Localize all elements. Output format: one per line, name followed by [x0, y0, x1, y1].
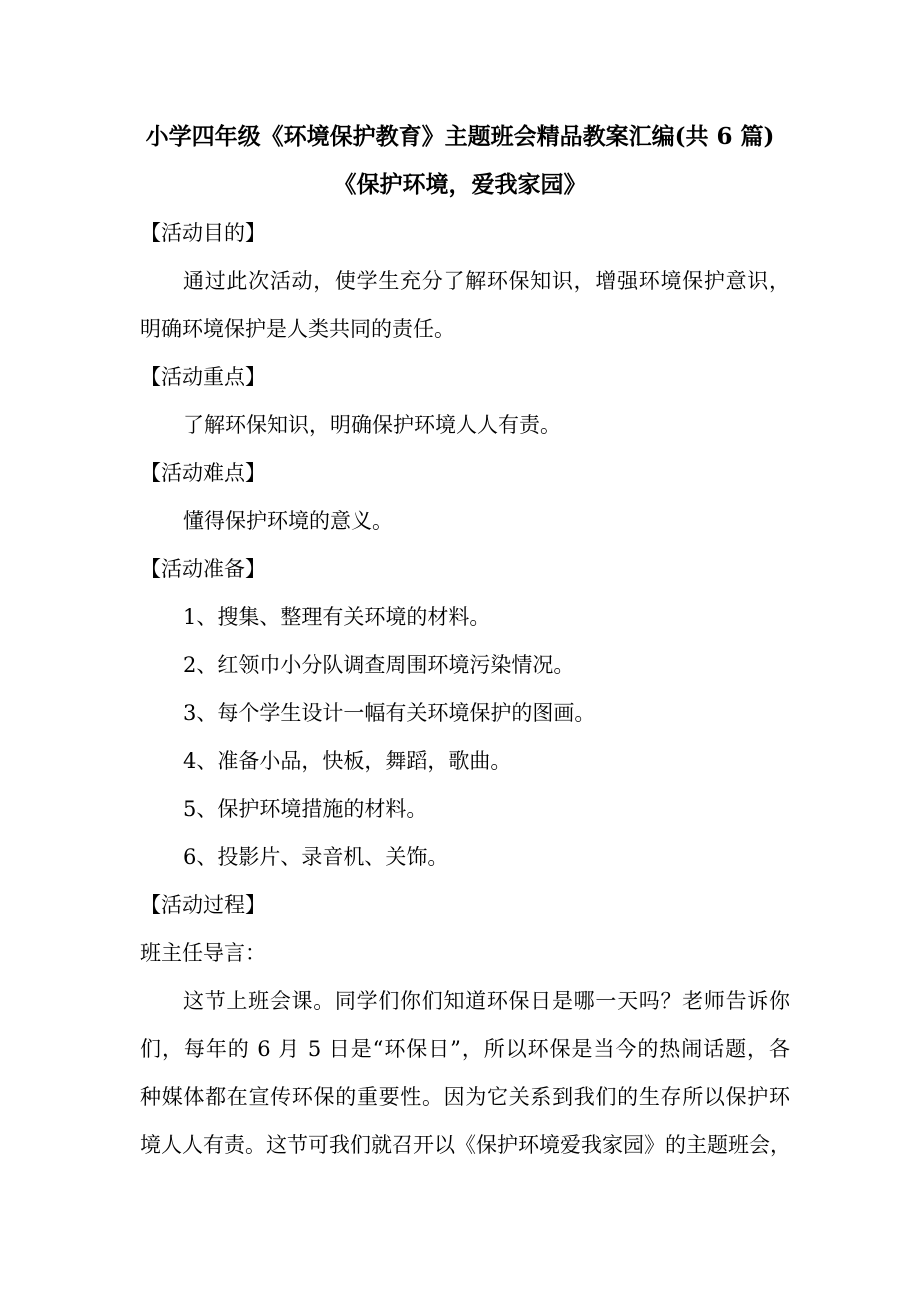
focus-heading: 【活动重点】: [140, 365, 266, 389]
focus-text: 了解环保知识，明确保护环境人人有责。: [183, 413, 561, 437]
intro-label: 班主任导言：: [140, 941, 266, 965]
difficulty-heading: 【活动难点】: [140, 461, 266, 485]
prep-item: 3、每个学生设计一幅有关环境保护的图画。: [183, 701, 596, 725]
prep-item: 1、搜集、整理有关环境的材料。: [183, 605, 491, 629]
intro-line-1: 这节上班会课。同学们你们知道环保日是哪一天吗？老师告诉你: [183, 989, 790, 1013]
intro-line-3: 种媒体都在宣传环保的重要性。因为它关系到我们的生存所以保护环: [140, 1085, 790, 1109]
goal-heading: 【活动目的】: [140, 221, 266, 245]
difficulty-text: 懂得保护环境的意义。: [183, 509, 393, 533]
document-title: 小学四年级《环境保护教育》主题班会精品教案汇编(共 6 篇): [145, 123, 775, 150]
prep-heading: 【活动准备】: [140, 557, 266, 581]
prep-item: 4、准备小品，快板，舞蹈，歌曲。: [183, 749, 512, 773]
prep-item: 5、保护环境措施的材料。: [183, 797, 428, 821]
intro-line-2: 们，每年的 6 月 5 日是“环保日”，所以环保是当今的热闹话题，各: [140, 1037, 790, 1061]
process-heading: 【活动过程】: [140, 893, 266, 917]
goal-text-line-2: 明确环境保护是人类共同的责任。: [140, 317, 455, 341]
intro-line-4: 境人人有责。这节可我们就召开以《保护环境爱我家园》的主题班会，: [140, 1133, 791, 1157]
prep-item: 2、红领巾小分队调查周围环境污染情况。: [183, 653, 575, 677]
prep-item: 6、投影片、录音机、关饰。: [183, 845, 449, 869]
goal-text-line-1: 通过此次活动，使学生充分了解环保知识，增强环境保护意识，: [183, 269, 790, 293]
document-subtitle: 《保护环境，爱我家园》: [333, 171, 587, 198]
